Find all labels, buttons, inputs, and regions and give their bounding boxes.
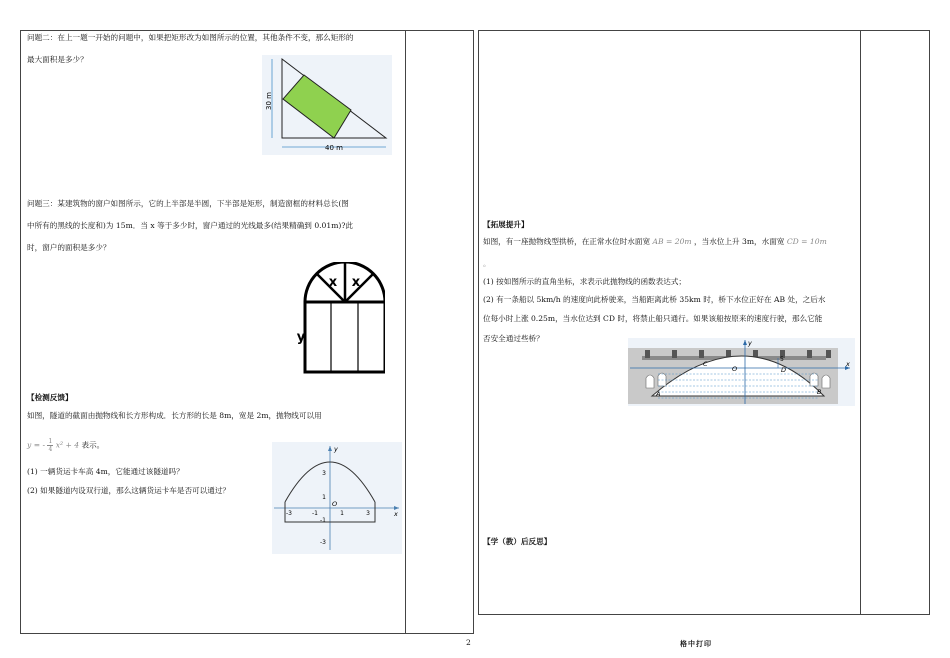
window-x-label-1: x [328,275,338,290]
right-margin-divider [860,30,861,615]
bridge-c-label: C [703,360,708,368]
extension-header: 【拓展提升】 [483,220,529,229]
tunnel-xtick-neg3: -3 [286,510,292,517]
tunnel-ytick-neg1: -1 [320,517,326,524]
extension-q1: (1) 按如图所示的直角坐标，求表示此抛物线的函数表达式； [483,277,687,286]
formula-prefix: y = - [27,440,46,450]
reflection-header: 【学（教）后反思】 [483,537,552,546]
extension-q2-line1: (2) 有一条船以 5km/h 的速度向此桥驶来，当船距离此桥 35km 时，桥下水位正好在 AB 处，之后水 [483,295,826,304]
check-q1: (1) 一辆货运卡车高 4m，它能通过该隧道吗？ [27,467,184,476]
extension-q2-line2: 位每小时上涨 0.25m，当水位达到 CD 时，将禁止船只通行。如果该船按原来的速度行驶，那么它能 [483,314,823,323]
extension-cd: CD = 10m [786,237,827,246]
extension-line1-b: ，当水位上升 3m，水面宽 [694,237,785,246]
bridge-y-label: y [748,339,752,347]
tunnel-xtick-3: 3 [366,510,370,517]
tunnel-xtick-1: 1 [340,510,344,517]
q2-line2: 最大面积是多少？ [27,55,88,64]
left-margin-divider [405,30,406,634]
bridge-a-label: A [656,390,661,398]
tunnel-ytick-neg3: -3 [320,539,326,546]
q2-line1: 问题二：在上一题一开始的问题中，如果把矩形改为如图所示的位置，其他条件不变，那么矩形的 [27,33,354,42]
formula-denominator: 4 [48,446,53,453]
extension-dot: 。 [483,259,491,268]
tunnel-xtick-neg1: -1 [312,510,318,517]
bridge-x-label: x [846,360,850,368]
tunnel-x-axis-label: x [394,510,398,518]
bridge-d-label: D [781,366,787,374]
tunnel-ytick-1: 1 [322,494,326,501]
formula-suffix: 表示。 [81,440,105,450]
page-number: 2 [466,638,471,647]
width-label: 40 m [325,144,343,152]
bridge-b-label: B [817,388,822,396]
formula-rest: x² + 4 [55,440,80,450]
formula-fraction [47,438,53,453]
q3-line3: 时，窗户的面积是多少？ [27,243,111,252]
tunnel-origin-label: O [332,500,338,508]
q3-line2: 中所有的黑线的长度和)为 15m．当 x 等于多少时，窗户通过的光线最多(结果精确到 0.01m)?此 [27,221,354,230]
bridge-origin-label: O [732,365,738,373]
window-x-label-2: x [351,275,361,290]
extension-line1 [483,236,827,248]
bridge-five-label: 5 [780,356,784,363]
tunnel-figure [272,442,402,554]
print-stamp: 格中打印 [680,639,712,648]
tunnel-formula [27,438,104,453]
triangle-rectangle-figure [262,55,392,155]
extension-ab: AB = 20m [652,237,692,246]
check-feedback-header: 【检测反馈】 [27,393,73,402]
formula-numerator: 1 [48,438,53,445]
window-figure [295,262,385,374]
check-line1: 如图，隧道的截面由抛物线和长方形构成．长方形的长是 8m，宽是 2m，抛物线可以用 [27,411,322,420]
extension-q2-line3: 否安全通过些桥？ [483,334,544,343]
bridge-figure [628,338,855,406]
tunnel-ytick-3: 3 [322,470,326,477]
tunnel-y-axis-label: y [334,445,338,453]
check-q2: (2) 如果隧道内设双行道，那么这辆货运卡车是否可以通过？ [27,486,231,495]
window-y-label: y [296,330,306,345]
height-label: 30 m [265,92,273,110]
q3-line1: 问题三：某建筑物的窗户如图所示，它的上半部是半圆，下半部是矩形，制造窗框的材料总长(图 [27,199,349,208]
extension-line1-a: 如图，有一座抛物线型拱桥，在正常水位时水面宽 [483,237,651,246]
